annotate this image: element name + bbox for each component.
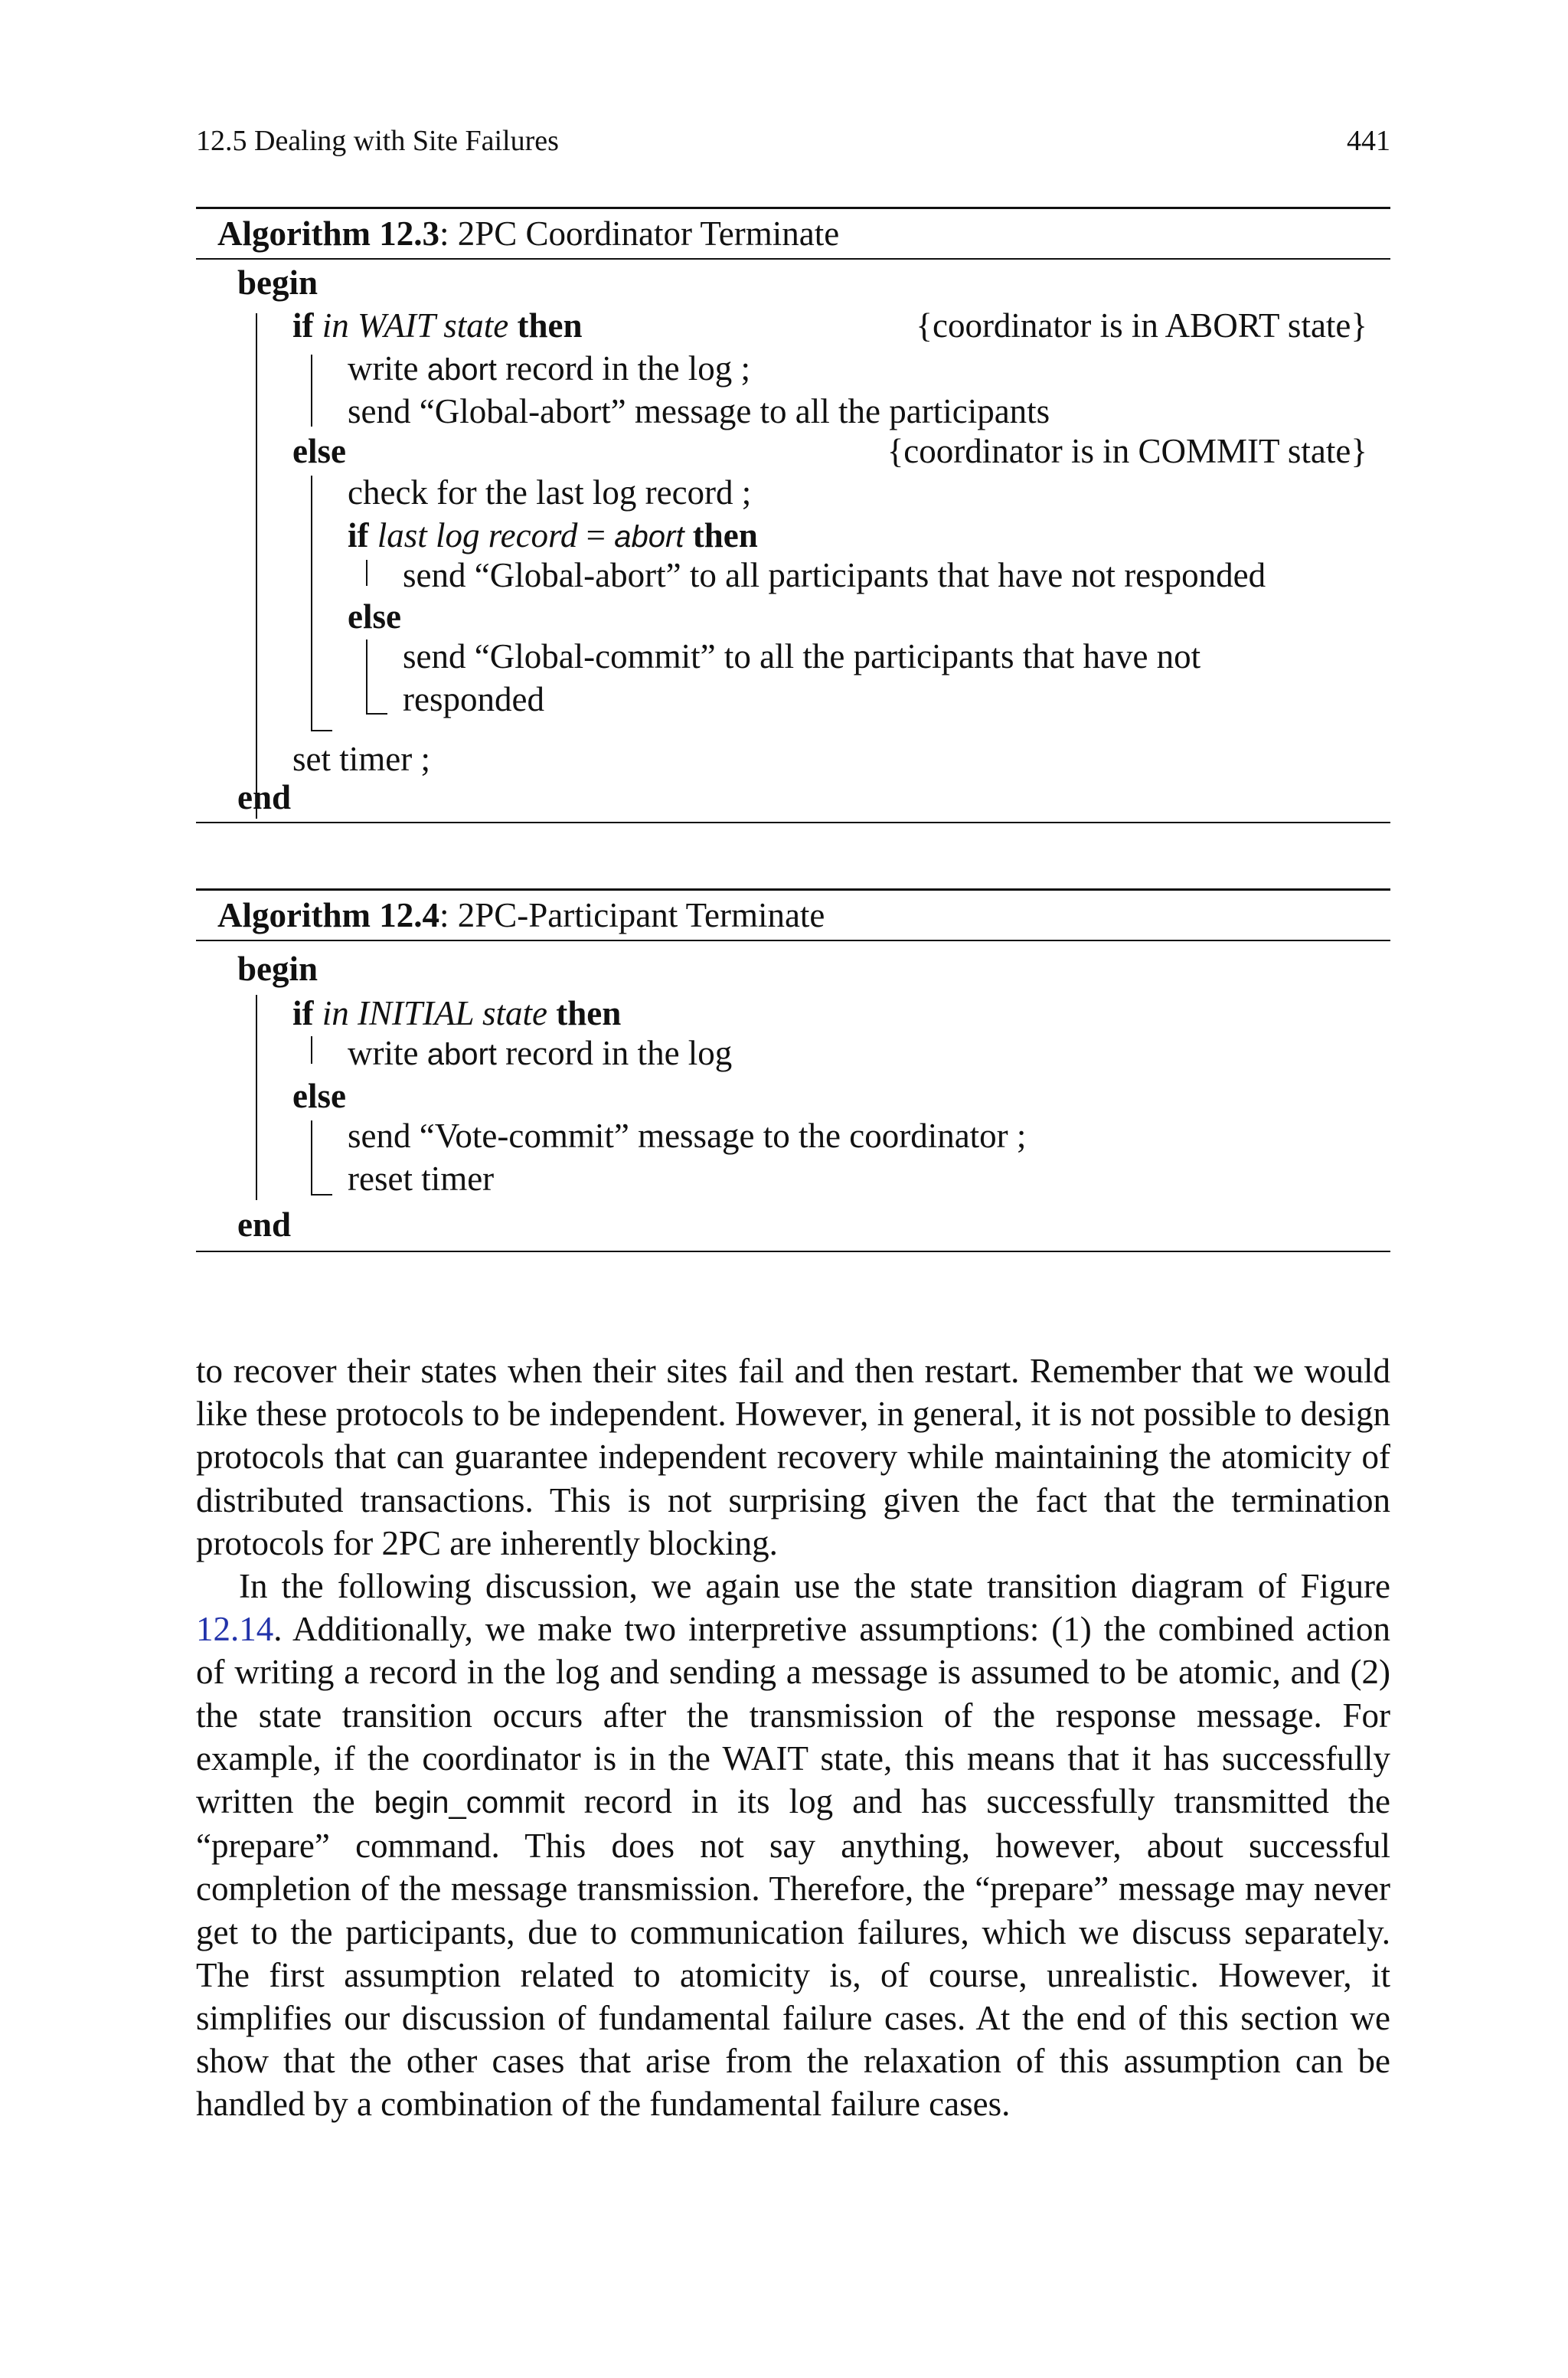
if-keyword-2: if	[348, 516, 369, 554]
paragraph-1: to recover their states when their sites fail and then restart. Remember that we would like these protocols to be independent. However, in general, it is not possible to design protocols that can guarantee independent recovery while maintaining the atomicity of distributed transactions. This is not surprising given the fact that the termination protocols for 2PC are inherently blocking.	[196, 1352, 1390, 1562]
end-keyword: end	[237, 778, 292, 816]
write-abort-line	[348, 349, 751, 388]
set-timer-line: set timer ;	[292, 740, 430, 778]
paragraph-2-part-c: record in its log and has successfully transmitted the “prepare” command. This does not say anything, however, about successful completion of the message transmission. Therefore, the “prepare” message may never get to the participants, due to communication failures, which we discuss separately. The first assumption related to atomicity is, of course, unrealistic. However, it simplifies our discussion of fundamental failure cases. At the end of this section we show that the other cases that arise from the relaxation of this assumption can be handled by a combination of the fundamental failure cases.	[196, 1782, 1390, 2124]
algorithm-body	[196, 260, 1390, 822]
send-abort-not-responded-line: send “Global-abort” to all participants that have not responded	[403, 556, 1266, 594]
algorithm-label: Algorithm 12.4	[217, 896, 439, 934]
write-word: write	[348, 349, 419, 388]
inner-then-bar	[366, 560, 368, 586]
else-keyword: else	[292, 1077, 346, 1115]
algorithm-title: : 2PC Coordinator Terminate	[439, 214, 840, 253]
section-title: 12.5 Dealing with Site Failures	[196, 125, 559, 157]
else-keyword-2: else	[348, 597, 401, 636]
then-keyword: then	[517, 306, 583, 345]
wait-condition: in WAIT state	[322, 306, 509, 345]
paragraph-2-part-b: . Additionally, we make two interpretive assumptions: (1) the combined action of writing a record in the log and sending a message is assumed to be atomic, and (2) the state transition occurs after the transmission of the response message. For example, if the coordinator is in the WAIT state, this means that it has successfully written the	[196, 1610, 1390, 1821]
else-block-foot	[311, 730, 332, 731]
paragraph-2-part-a: In the following discussion, we again use the state transition diagram of Figure	[239, 1567, 1390, 1606]
algorithm-12-4	[196, 888, 1390, 1252]
reset-timer-line: reset timer	[348, 1160, 495, 1198]
abort-code-2: abort	[614, 520, 684, 554]
algorithm-bottom-rule	[196, 1251, 1390, 1252]
check-last-record-line: check for the last log record ;	[348, 473, 752, 512]
abort-code: abort	[426, 353, 497, 387]
if-initial-line	[292, 996, 621, 1031]
begin-block-bar	[256, 313, 257, 819]
inner-else-foot	[366, 713, 387, 715]
begin-keyword: begin	[237, 950, 318, 988]
abort-code: abort	[426, 1038, 497, 1071]
write-rest: record in the log	[505, 1034, 733, 1072]
else-block-foot	[311, 1194, 332, 1196]
write-rest: record in the log ;	[505, 349, 751, 388]
if-wait-line	[292, 306, 583, 345]
else-block-bar	[311, 1120, 312, 1194]
send-global-commit-line-2: responded	[403, 680, 544, 718]
begin-commit-code: begin_commit	[374, 1786, 565, 1820]
equals-sign: =	[586, 516, 606, 554]
write-word: write	[348, 1034, 419, 1072]
if-keyword: if	[292, 994, 314, 1032]
inner-else-bar	[366, 639, 368, 713]
abort-state-comment: {coordinator is in ABORT state}	[916, 306, 1367, 345]
begin-keyword: begin	[237, 263, 318, 302]
initial-condition: in INITIAL state	[322, 994, 547, 1032]
running-head	[196, 124, 1390, 158]
send-vote-commit-line: send “Vote-commit” message to the coordinator ;	[348, 1117, 1027, 1155]
figure-link[interactable]: 12.14	[196, 1610, 274, 1649]
then-keyword-2: then	[692, 516, 758, 554]
commit-state-comment: {coordinator is in COMMIT state}	[887, 432, 1367, 470]
else-block-bar	[311, 476, 312, 730]
algorithm-caption	[196, 891, 1390, 940]
write-abort-line	[348, 1036, 732, 1071]
begin-block-bar	[256, 995, 257, 1200]
end-keyword: end	[237, 1205, 292, 1244]
else-keyword: else	[292, 432, 346, 470]
algorithm-title: : 2PC-Participant Terminate	[439, 896, 825, 934]
algorithm-bottom-rule	[196, 822, 1390, 823]
body-text	[196, 1349, 1390, 2126]
algorithm-label: Algorithm 12.3	[217, 214, 439, 253]
send-global-abort-line: send “Global-abort” message to all the participants	[348, 392, 1050, 430]
send-global-commit-line-1: send “Global-commit” to all the participants that have not	[403, 637, 1201, 675]
last-record-condition: last log record	[377, 516, 578, 554]
then-keyword: then	[556, 994, 622, 1032]
paragraph-2	[196, 1565, 1390, 2126]
if-keyword: if	[292, 306, 314, 345]
algorithm-caption	[196, 209, 1390, 258]
algorithm-12-3	[196, 207, 1390, 823]
if-last-record-line	[348, 518, 758, 553]
then-block-bar	[311, 1036, 312, 1064]
then-block-bar	[311, 355, 312, 427]
page-number: 441	[1347, 125, 1390, 157]
algorithm-body	[196, 941, 1390, 1251]
